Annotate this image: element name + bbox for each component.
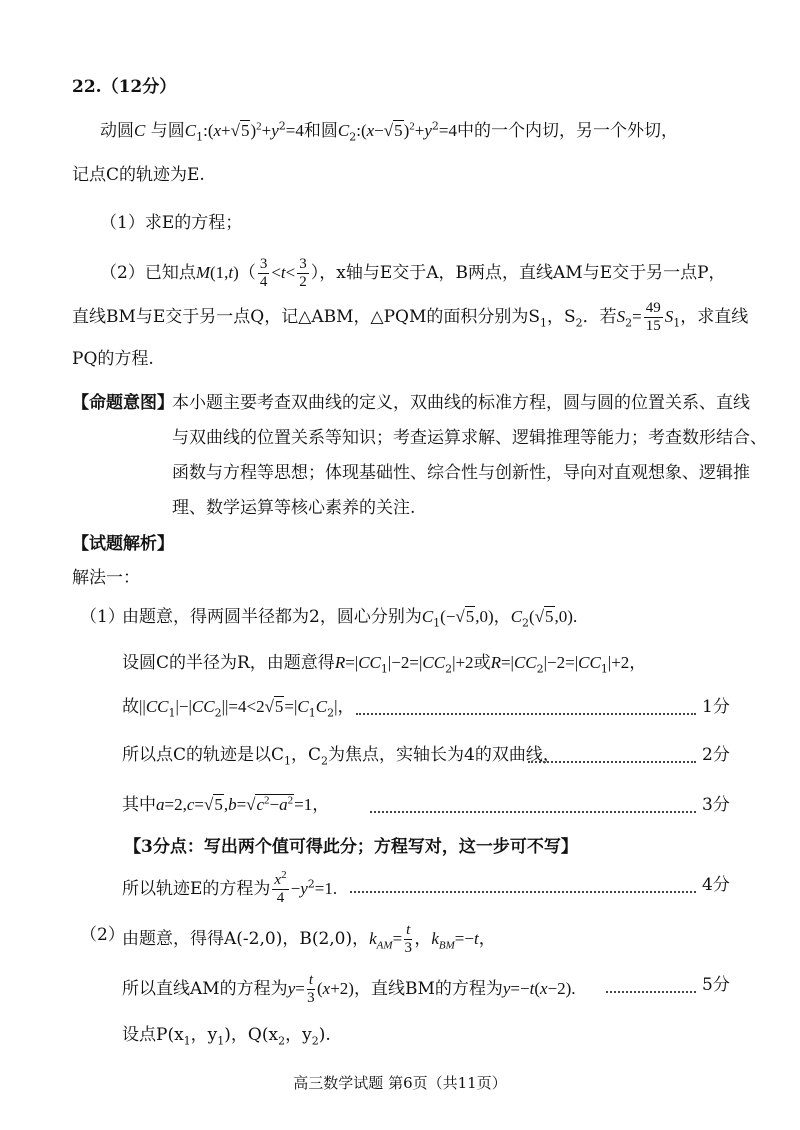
dot-leader [606,991,696,993]
score-mark: 3分 [702,795,730,815]
p2-text: 设点P(x [122,1025,184,1045]
part2-line3: 设点$P(x_1$，$y_1$)，$Q(x_2$，$y_2$). [122,1025,331,1048]
p1-text: 所以轨迹E的方程为 [122,879,271,899]
page-footer: 高三数学试题 第6页（共11页） [293,1074,507,1092]
part1-line3: 故$||CC_1|-|CC_2||=4<2√5=|C_1C_2|$， [122,697,355,720]
part1-line6: 所以轨迹E的方程为 $\frac{x^2}{4}$ $-y^2=1$. [122,869,338,906]
dot-leader [528,761,696,763]
part1-line1: 由题意，得两圆半径都为2，圆心分别为$C_1(-√5,0)$，$C_2(√5,0)$. [122,607,578,630]
part2-number: （2） [80,925,125,945]
p2-text: ，y [285,1025,312,1045]
p1-text: 由题意，得两圆半径都为2，圆心分别为 [122,607,422,627]
part1-line2: 设圆C的半径为R，由题意得$R=|CC_1|-2=|CC_2|+2$或$R=|CC_2|-2=|CC_1|+2$， [122,653,647,676]
question-2-line2: 直线BM与E交于另一点Q，记△ABM，△PQM的面积分别为$S_1$，$S_2$．若$S_2=$ $\frac{49}{15}$ $S_1$，求直线 [72,300,749,334]
stem-text: 动圆 [100,121,134,141]
q2-text: ，x轴与E交于A，B两点，直线AM与E交于另一点P， [319,263,726,283]
analysis-label: 【试题解析】 [72,534,174,554]
p1-text: ，C [291,745,322,765]
part2-line2: 所以直线AM的方程为y= $\frac{t}{3}$ (x+2)，直线BM的方程为y=−t(x−2). [122,972,576,1006]
score-mark: 1分 [702,697,730,717]
p2-text: )，Q(x [224,1025,279,1045]
p1-text: 或 [473,653,491,673]
p2-text: 由题意，得得A(-2,0)，B(2,0)， [122,929,370,949]
question-2-line1: （2）已知点M(1,t)（ $\frac{3}{4}$ <t< $\frac{3}{2}$ ），x轴与E交于A，B两点，直线AM与E交于另一点P， [100,256,726,290]
intent-line: 本小题主要考查双曲线的定义，双曲线的标准方程，圆与圆的位置关系、直线 [172,393,750,413]
stem-text: 与圆 [150,121,185,141]
q2-text: ，S [547,307,576,327]
p2-text: ). [318,1025,331,1045]
scoring-note: 【3分点：写出两个值可得此分；方程写对，这一步可不写】 [124,837,578,857]
q2-text: ，求直线 [680,307,749,327]
p2-text: 所以直线AM的方程为 [122,979,288,999]
q2-text: 直线BM与E交于另一点Q，记△ABM，△PQM的面积分别为S [72,307,540,327]
score-mark: 5分 [702,975,730,995]
q2-text: ．若 [582,307,617,327]
part2-line1: 由题意，得得A(-2,0)，B(2,0)，$k_{AM}=$ $\frac{t}{3}$ ，$k_{BM}=-t$， [122,922,496,956]
problem-stem-line1: 动圆C 与圆$C_1:(x+√5)^2+y^2=4$和圆$C_2:(x-√5)^2+y^2=4$中的一个内切，另一个外切， [100,119,678,144]
p1-text: 所以点C的轨迹是以C [122,745,285,765]
dot-leader [350,891,696,893]
intent-line: 与双曲线的位置关系等知识；考查运算求解、逻辑推理等能力；考查数形结合、 [172,428,767,448]
p2-text: ，y [190,1025,218,1045]
stem-text: 和圆 [303,121,338,141]
problem-number: 22.（12分） [72,77,177,97]
dot-leader [356,713,696,715]
p1-text: 其中 [122,795,156,815]
p1-text: 为焦点，实轴长为4的双曲线， [328,745,560,765]
score-mark: 4分 [702,875,730,895]
p2-text: ，直线BM的方程为 [353,979,503,999]
p1-text: 故 [122,697,139,717]
part1-number: （1） [80,607,125,627]
part1-line5: 其中$a=2,c=√5,b=√c^2-a^2=1$， [122,794,330,815]
q2-text: （2）已知点 [100,263,196,283]
question-2-line3: PQ的方程. [72,349,154,369]
dot-leader [370,811,696,813]
intent-line: 函数与方程等思想；体现基础性、综合性与创新性，导向对直观想象、逻辑推 [172,463,750,483]
problem-stem-line2: 记点C的轨迹为E. [72,165,205,185]
method-label: 解法一： [72,568,140,588]
stem-text: 中的一个内切，另一个外切， [456,121,678,141]
p1-text: 设圆C的半径为R，由题意得 [122,653,335,673]
intent-line: 理、数学运算等核心素养的关注. [172,498,416,518]
question-1: （1）求E的方程； [100,213,243,233]
intent-label: 【命题意图】 [72,393,174,413]
part1-line4: 所以点C的轨迹是以$C_1$，$C_2$为焦点，实轴长为4的双曲线， [122,745,560,768]
score-mark: 2分 [702,745,730,765]
